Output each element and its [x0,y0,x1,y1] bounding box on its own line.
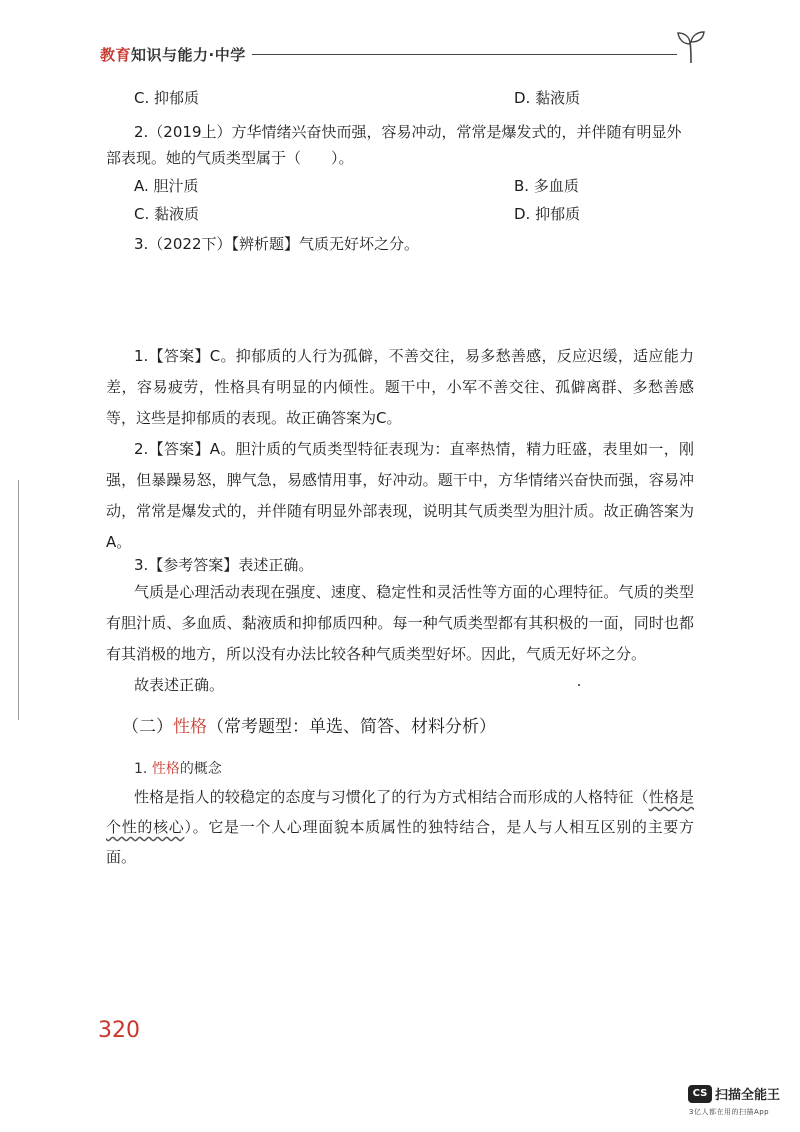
definition-text-after: ）。它是一个人心理面貌本质属性的独特结合，是人与人相互区别的主要方面。 [106,818,694,866]
stray-mark [578,684,580,686]
q2-options-row-1 [134,174,694,198]
q1-options-row [134,86,694,110]
section-prefix: （二） [122,717,173,737]
answer-1-text: C。抑郁质的人行为孤僻，不善交往，易多愁善感，反应迟缓，适应能力差，容易疲劳，性格具有明显的内倾性。题干中，小军不善交往、孤僻离群、多愁善感等，这些是抑郁质的表现。故正确答案为C。 [106,347,694,427]
subsection-number: 1. [134,761,152,777]
header-title-accent: 教育 [100,46,132,64]
definition-emphasis: 性格是个性的核心 [106,788,694,836]
answer-1-label: 1.【答案】 [134,347,210,365]
answer-1 [106,341,694,434]
subsection-title-rest: 的概念 [179,761,222,777]
answer-3-label: 3.【参考答案】 [134,556,239,574]
answer-3-explanation: 气质是心理活动表现在强度、速度、稳定性和灵活性等方面的心理特征。气质的类型有胆汁质、多血质、黏液质和抑郁质四种。每一种气质类型都有其积极的一面，同时也都有其消极的地方，所以没有办法比较各种气质类型好坏。因此，气质无好坏之分。 [106,583,694,663]
answer-2-text: A。胆汁质的气质类型特征表现为：直率热情，精力旺盛，表里如一，刚强，但暴躁易怒，脾气急，易感情用事，好冲动。题干中，方华情绪兴奋快而强，容易冲动，常常是爆发式的，并伴随有明显外部表现，说明其气质类型为胆汁质。故正确答案为A。 [106,440,695,551]
camscanner-slogan: 3亿人都在用的扫描App [689,1108,770,1116]
page-number: 320 [98,1018,140,1043]
sprout-icon [676,30,706,64]
header-title-rest: 知识与能力·中学 [131,46,246,64]
q2-option-d: D. 抑郁质 [514,205,581,223]
q2-option-c: C. 黏液质 [134,205,200,223]
section-heading [122,712,496,737]
q2-options-row-2 [134,202,694,226]
q2-stem-line-1: 2.（2019上）方华情绪兴奋快而强，容易冲动，常常是爆发式的，并伴随有明显外 [134,123,682,141]
answer-3-conclusion: 故表述正确。 [134,676,225,694]
subsection-title-accent: 性格 [151,761,180,777]
definition-text-before: 性格是指人的较稳定的态度与习惯化了的行为方式相结合而形成的人格特征（ [134,788,649,806]
camscanner-name: 扫描全能王 [715,1088,781,1103]
camscanner-logo-icon: CS [688,1085,712,1103]
answer-3-text: 表述正确。 [238,556,314,574]
section-suffix: （常考题型：单选、简答、材料分析） [207,717,496,737]
q3-stem: 3.（2022下）【辨析题】气质无好坏之分。 [134,235,419,253]
q2-stem-line-2: 部表现。她的气质类型属于（ ）。 [106,149,354,167]
definition-paragraph [106,782,694,872]
running-header [100,44,246,65]
answer-2 [106,434,694,558]
q2-option-b: B. 多血质 [514,177,579,195]
q1-option-c: C. 抑郁质 [134,89,200,107]
section-title: 性格 [173,717,207,737]
header-rule [252,54,677,55]
q2-option-a: A. 胆汁质 [134,177,199,195]
margin-rule [18,480,19,720]
answer-2-label: 2.【答案】 [134,440,210,458]
q1-option-d: D. 黏液质 [514,89,581,107]
subsection-heading [134,758,222,778]
